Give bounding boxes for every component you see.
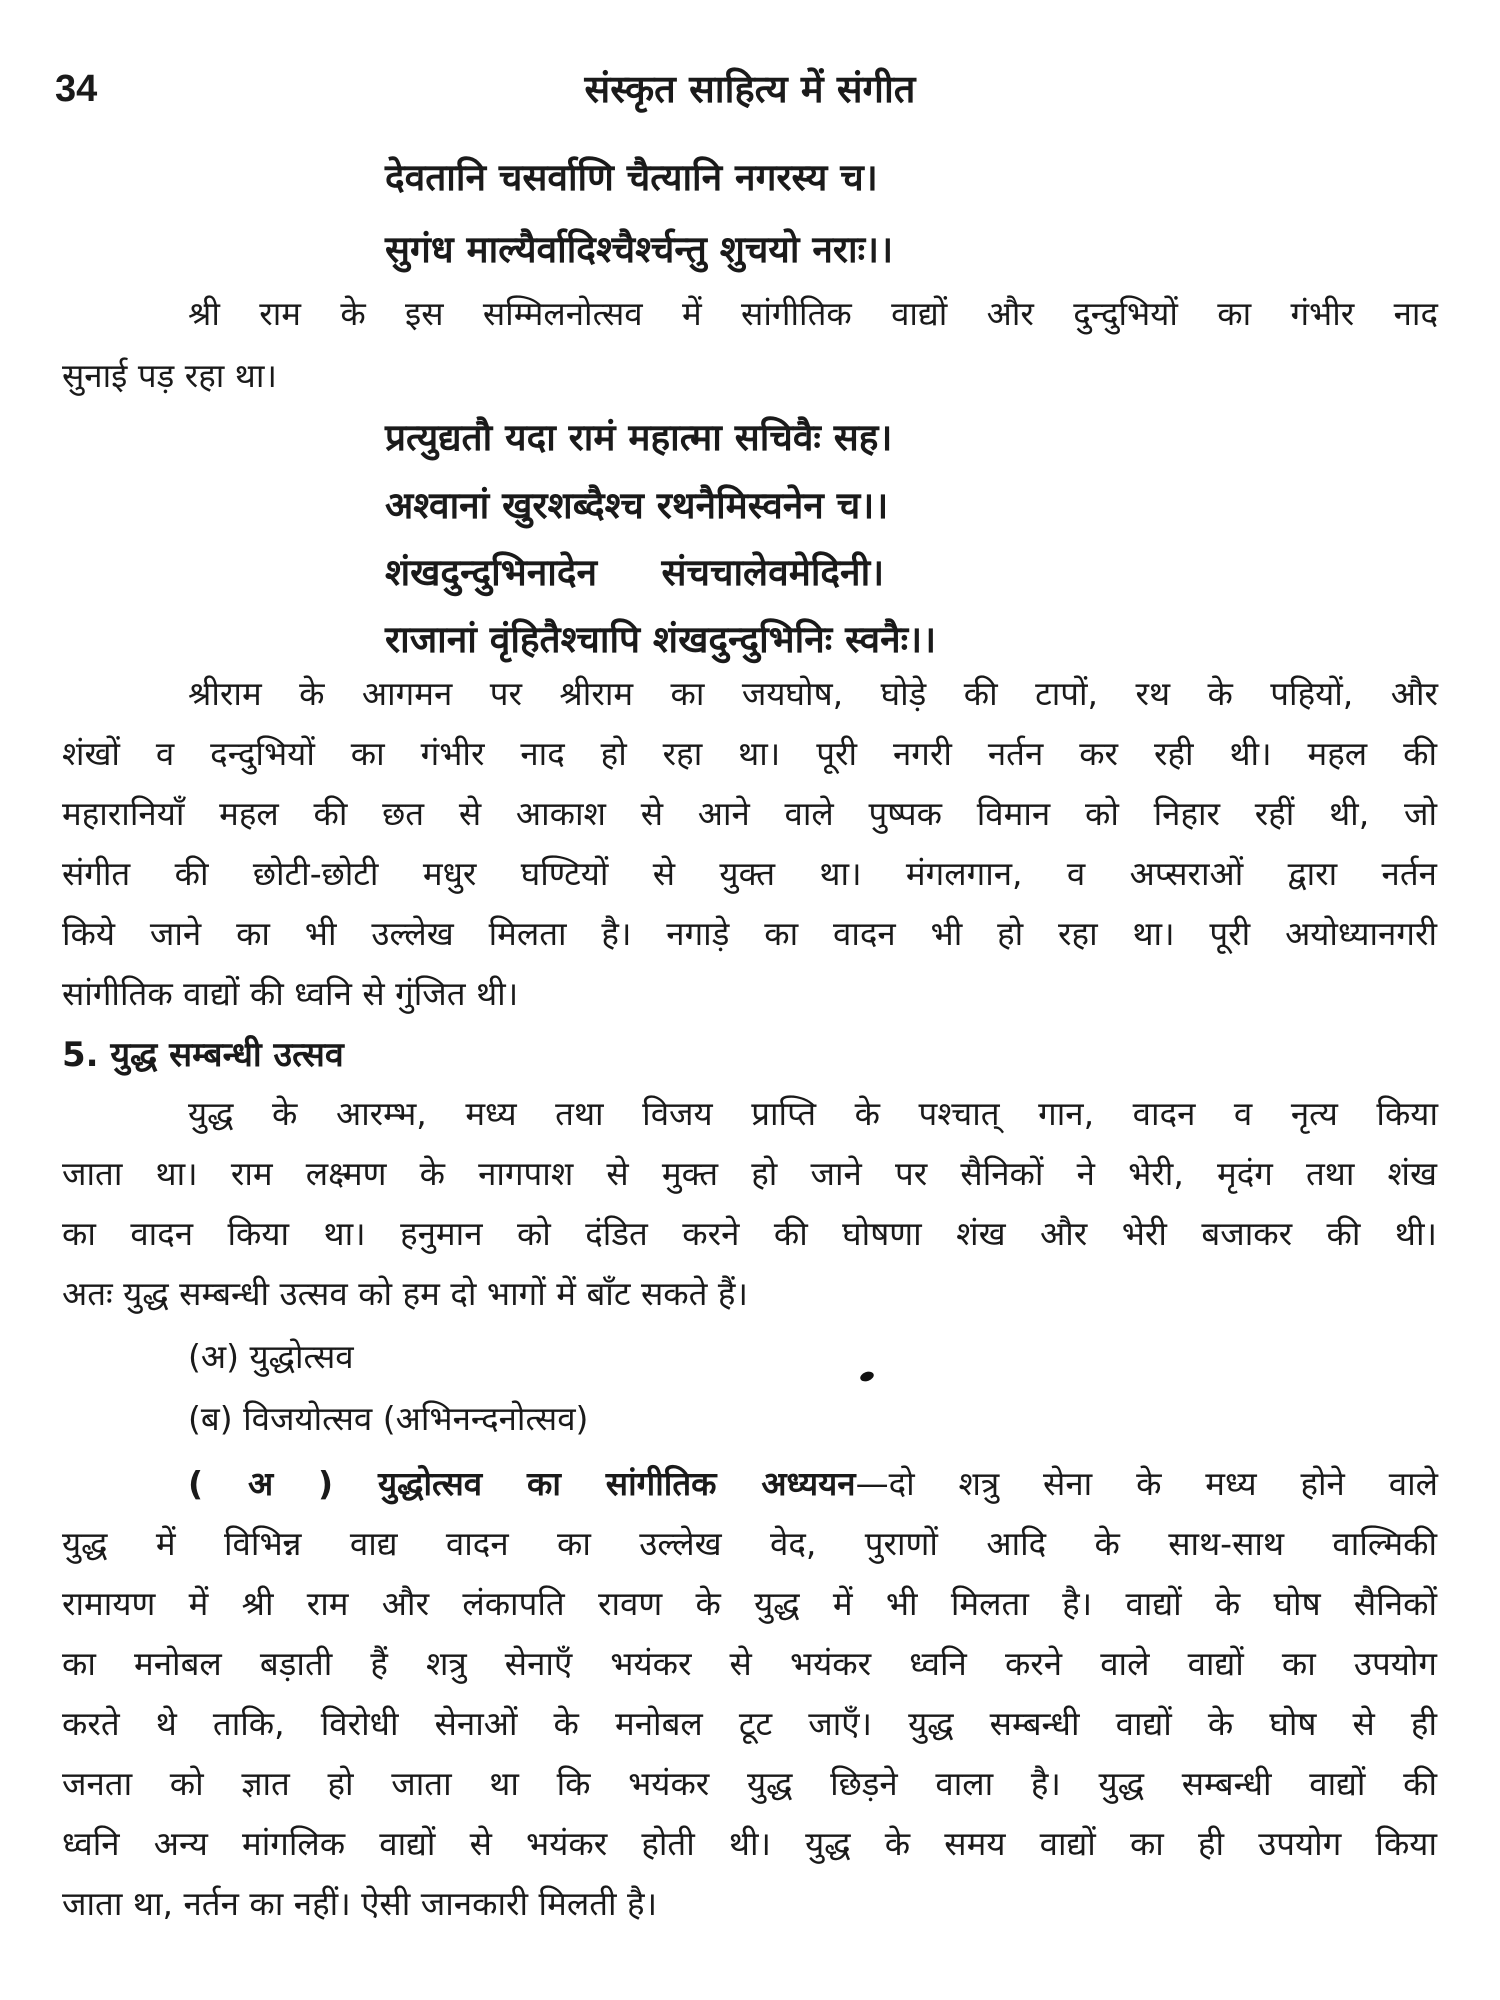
text-line: शंखों व दन्दुभियों का गंभीर नाद हो रहा था। पूरी नगरी नर्तन कर रही थी। महल की <box>62 734 1437 773</box>
ink-speck <box>859 1370 875 1383</box>
text-line: किये जाने का भी उल्लेख मिलता है। नगाड़े का वादन भी हो रहा था। पूरी अयोध्यानगरी <box>62 914 1438 953</box>
text-line: सुनाई पड़ रहा था। <box>62 356 277 395</box>
text-line: सांगीतिक वाद्यों की ध्वनि से गुंजित थी। <box>62 974 519 1013</box>
section-heading: 5. युद्ध सम्बन्धी उत्सव <box>62 1035 344 1075</box>
text-line: करते थे ताकि, विरोधी सेनाओं के मनोबल टूट जाएँ। युद्ध सम्बन्धी वाद्यों के घोष से ही <box>62 1704 1437 1743</box>
verse-line: सुगंध माल्यैर्वादिश्चैर्श्चन्तु शुचयो नराः।। <box>385 228 894 271</box>
subsection-heading-rest: —दो शत्रु सेना के मध्य होने वाले <box>855 1464 1438 1503</box>
verse-line: देवतानि चसर्वाणि चैत्यानि नगरस्य च। <box>385 156 878 199</box>
text-line: जाता था, नर्तन का नहीं। ऐसी जानकारी मिलती है। <box>62 1884 658 1923</box>
verse-line: प्रत्युद्यतौ यदा रामं महात्मा सचिवैः सह। <box>385 416 893 459</box>
text-line: श्रीराम के आगमन पर श्रीराम का जयघोष, घोड़े की टापों, रथ के पहियों, और <box>188 674 1438 713</box>
text-line: का मनोबल बड़ाती हैं शत्रु सेनाएँ भयंकर से भयंकर ध्वनि करने वाले वाद्यों का उपयोग <box>62 1644 1437 1683</box>
list-item: (ब) विजयोत्सव (अभिनन्दनोत्सव) <box>188 1399 589 1438</box>
page-header <box>55 62 1445 122</box>
page-number: 34 <box>55 68 98 110</box>
text-line: अतः युद्ध सम्बन्धी उत्सव को हम दो भागों में बाँट सकते हैं। <box>62 1274 748 1313</box>
running-title: संस्कृत साहित्य में संगीत <box>584 67 916 111</box>
text-line: श्री राम के इस सम्मिलनोत्सव में सांगीतिक वाद्यों और दुन्दुभियों का गंभीर नाद <box>188 294 1438 333</box>
text-line <box>188 1460 1438 1505</box>
text-line: युद्ध में विभिन्न वाद्य वादन का उल्लेख वेद, पुराणों आदि के साथ-साथ वाल्मिकी <box>62 1524 1437 1563</box>
verse-line: शंखदुन्दुभिनादेन संचचालेवमेदिनी। <box>385 551 885 594</box>
text-line: संगीत की छोटी-छोटी मधुर घण्टियों से युक्त था। मंगलगान, व अप्सराओं द्वारा नर्तन <box>62 854 1437 893</box>
text-line: युद्ध के आरम्भ, मध्य तथा विजय प्राप्ति के पश्चात् गान, वादन व नृत्य किया <box>188 1094 1438 1133</box>
text-line: रामायण में श्री राम और लंकापति रावण के युद्ध में भी मिलता है। वाद्यों के घोष सैनिकों <box>62 1584 1437 1623</box>
verse-line: राजानां वृंहितैश्चापि शंखदुन्दुभिनिः स्वनैः।। <box>385 618 937 661</box>
text-line: ध्वनि अन्य मांगलिक वाद्यों से भयंकर होती थी। युद्ध के समय वाद्यों का ही उपयोग किया <box>62 1824 1437 1863</box>
verse-line: अश्वानां खुरशब्दैश्च रथनैमिस्वनेन च।। <box>385 484 889 527</box>
text-line: का वादन किया था। हनुमान को दंडित करने की घोषणा शंख और भेरी बजाकर की थी। <box>62 1214 1437 1253</box>
list-item: (अ) युद्धोत्सव <box>188 1337 354 1376</box>
text-line: महारानियाँ महल की छत से आकाश से आने वाले पुष्पक विमान को निहार रहीं थी, जो <box>62 794 1437 833</box>
subsection-heading: ( अ ) युद्धोत्सव का सांगीतिक अध्ययन <box>188 1464 856 1503</box>
text-line: जाता था। राम लक्ष्मण के नागपाश से मुक्त हो जाने पर सैनिकों ने भेरी, मृदंग तथा शंख <box>62 1154 1437 1193</box>
text-line: जनता को ज्ञात हो जाता था कि भयंकर युद्ध छिड़ने वाला है। युद्ध सम्बन्धी वाद्यों की <box>62 1764 1437 1803</box>
